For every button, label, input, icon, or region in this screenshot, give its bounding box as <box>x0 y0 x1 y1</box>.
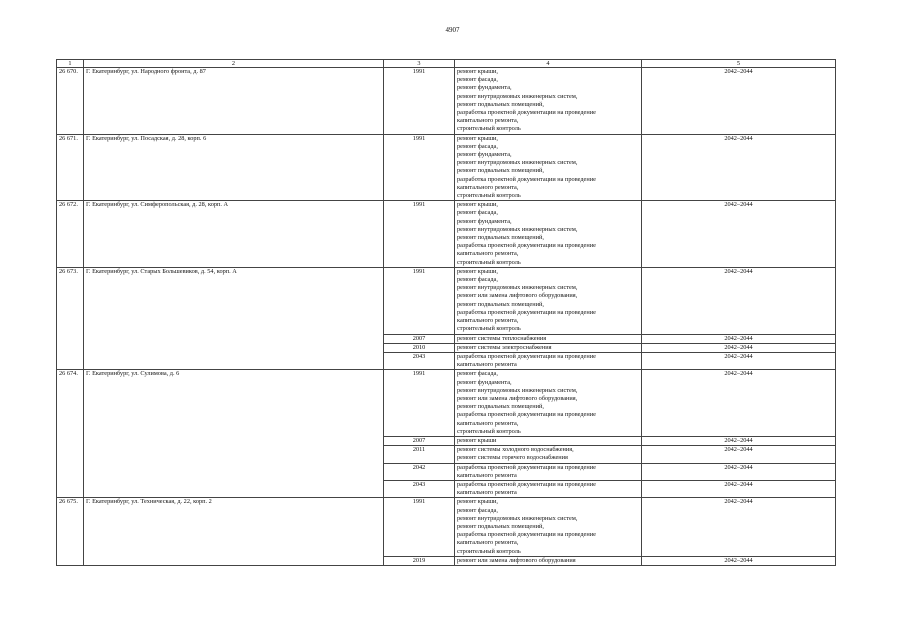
work-item: строительный контроль <box>457 427 521 435</box>
repair-schedule-table <box>56 59 836 566</box>
header-row <box>57 60 836 68</box>
entry-number: 26 672. <box>57 201 84 268</box>
table-row <box>57 498 836 556</box>
work-item: капитального ремонта <box>457 489 517 497</box>
work-item: ремонт подвальных помещений, <box>457 522 544 530</box>
work-year: 2042 <box>384 463 455 480</box>
work-item: разработка проектной документации на проведение <box>457 109 596 117</box>
work-period: 2042–2044 <box>642 343 836 352</box>
work-item: ремонт крыши, <box>457 498 499 506</box>
work-period: 2042–2044 <box>642 370 836 437</box>
work-item: ремонт крыши, <box>457 68 499 75</box>
work-period: 2042–2044 <box>642 463 836 480</box>
work-item: ремонт фасада, <box>457 76 498 84</box>
work-item: капитального ремонта <box>457 471 517 479</box>
work-year: 2019 <box>384 556 455 565</box>
work-item: капитального ремонта, <box>457 539 519 547</box>
work-list <box>455 68 642 135</box>
work-item: ремонт внутридомовых инженерных систем, <box>457 514 578 522</box>
work-item: разработка проектной документации на проведение <box>457 352 596 360</box>
work-list <box>455 134 642 201</box>
work-item: капитального ремонта, <box>457 183 519 191</box>
work-item: ремонт системы теплоснабжения <box>457 334 547 342</box>
work-item: ремонт крыши, <box>457 267 499 275</box>
work-period: 2042–2044 <box>642 352 836 369</box>
work-item: капитального ремонта, <box>457 317 519 325</box>
work-item: ремонт фундамента, <box>457 378 512 386</box>
work-period: 2042–2044 <box>642 134 836 201</box>
work-period: 2042–2044 <box>642 446 836 463</box>
work-year: 2007 <box>384 436 455 445</box>
column-header-5: 5 <box>642 60 836 68</box>
work-item: ремонт или замена лифтового оборудования, <box>457 292 578 300</box>
work-period: 2042–2044 <box>642 334 836 343</box>
work-list <box>455 498 642 556</box>
work-item: капитального ремонта <box>457 361 517 369</box>
work-list <box>455 556 642 565</box>
work-item: ремонт крыши <box>457 436 497 444</box>
work-year: 2011 <box>384 446 455 463</box>
column-header-2: 2 <box>84 60 384 68</box>
work-list <box>455 463 642 480</box>
table-row <box>57 201 836 268</box>
entry-number: 26 673. <box>57 267 84 369</box>
table-row <box>57 134 836 201</box>
work-period: 2042–2044 <box>642 556 836 565</box>
work-item: строительный контроль <box>457 258 521 266</box>
work-item: ремонт подвальных помещений, <box>457 300 544 308</box>
work-item: ремонт фундамента, <box>457 84 512 92</box>
work-year: 2043 <box>384 352 455 369</box>
work-item: ремонт подвальных помещений, <box>457 100 544 108</box>
entry-number: 26 674. <box>57 370 84 498</box>
entry-address: Г. Екатеринбург, ул. Посадская, д. 28, корп. 6 <box>84 134 384 201</box>
work-period: 2042–2044 <box>642 480 836 497</box>
work-item: ремонт подвальных помещений, <box>457 234 544 242</box>
work-item: ремонт системы электроснабжения <box>457 343 552 351</box>
work-period: 2042–2044 <box>642 436 836 445</box>
work-item: разработка проектной документации на проведение <box>457 242 596 250</box>
entry-number: 26 675. <box>57 498 84 566</box>
work-item: разработка проектной документации на проведение <box>457 480 596 488</box>
work-period: 2042–2044 <box>642 498 836 556</box>
work-period: 2042–2044 <box>642 267 836 334</box>
work-item: разработка проектной документации на проведение <box>457 411 596 419</box>
work-list <box>455 480 642 497</box>
work-year: 1991 <box>384 267 455 334</box>
table-row <box>57 370 836 437</box>
work-year: 1991 <box>384 370 455 437</box>
work-period: 2042–2044 <box>642 201 836 268</box>
work-year: 2007 <box>384 334 455 343</box>
work-list <box>455 201 642 268</box>
table-row <box>57 68 836 135</box>
column-header-3: 3 <box>384 60 455 68</box>
work-item: ремонт фундамента, <box>457 217 512 225</box>
work-item: ремонт или замена лифтового оборудования <box>457 556 576 564</box>
work-item: разработка проектной документации на проведение <box>457 531 596 539</box>
column-header-1: 1 <box>57 60 84 68</box>
entry-address: Г. Екатеринбург, ул. Симферопольская, д. 28, корп. А <box>84 201 384 268</box>
work-item: ремонт внутридомовых инженерных систем, <box>457 92 578 100</box>
work-item: ремонт фасада, <box>457 276 498 284</box>
work-item: ремонт крыши, <box>457 134 499 142</box>
work-item: ремонт фундамента, <box>457 151 512 159</box>
work-item: ремонт фасада, <box>457 209 498 217</box>
work-item: строительный контроль <box>457 325 521 333</box>
work-item: ремонт фасада, <box>457 142 498 150</box>
work-item: ремонт внутридомовых инженерных систем, <box>457 159 578 167</box>
work-item: ремонт фасада, <box>457 506 498 514</box>
work-item: ремонт крыши, <box>457 201 499 209</box>
work-year: 1991 <box>384 134 455 201</box>
work-year: 1991 <box>384 201 455 268</box>
work-item: разработка проектной документации на проведение <box>457 175 596 183</box>
work-item: разработка проектной документации на проведение <box>457 463 596 471</box>
work-list <box>455 436 642 445</box>
work-list <box>455 334 642 343</box>
work-item: ремонт системы холодного водоснабжения, <box>457 446 574 454</box>
entry-address: Г. Екатеринбург, ул. Сулимова, д. 6 <box>84 370 384 498</box>
entry-address: Г. Екатеринбург, ул. Народного фронта, д. 87 <box>84 68 384 135</box>
work-item: капитального ремонта, <box>457 419 519 427</box>
work-item: ремонт внутридомовых инженерных систем, <box>457 284 578 292</box>
work-item: строительный контроль <box>457 192 521 200</box>
work-item: ремонт внутридомовых инженерных систем, <box>457 386 578 394</box>
work-year: 1991 <box>384 498 455 556</box>
entry-address: Г. Екатеринбург, ул. Техническая, д. 22, корп. 2 <box>84 498 384 566</box>
work-item: ремонт внутридомовых инженерных систем, <box>457 225 578 233</box>
work-list <box>455 343 642 352</box>
work-list <box>455 370 642 437</box>
entry-number: 26 671. <box>57 134 84 201</box>
work-list <box>455 352 642 369</box>
work-list <box>455 446 642 463</box>
work-item: строительный контроль <box>457 125 521 133</box>
work-year: 2010 <box>384 343 455 352</box>
column-header-4: 4 <box>455 60 642 68</box>
entry-address: Г. Екатеринбург, ул. Старых Большевиков, д. 54, корп. А <box>84 267 384 369</box>
table-row <box>57 267 836 334</box>
work-item: ремонт фасада, <box>457 370 498 378</box>
work-item: капитального ремонта, <box>457 250 519 258</box>
work-list <box>455 267 642 334</box>
work-item: разработка проектной документации на проведение <box>457 308 596 316</box>
work-item: ремонт подвальных помещений, <box>457 167 544 175</box>
page-number: 4907 <box>445 26 460 34</box>
work-year: 2043 <box>384 480 455 497</box>
entry-number: 26 670. <box>57 68 84 135</box>
work-item: ремонт системы горячего водоснабжения <box>457 454 568 462</box>
work-item: строительный контроль <box>457 547 521 555</box>
work-item: ремонт подвальных помещений, <box>457 403 544 411</box>
work-period: 2042–2044 <box>642 68 836 135</box>
work-item: ремонт или замена лифтового оборудования, <box>457 394 578 402</box>
work-item: капитального ремонта, <box>457 117 519 125</box>
work-year: 1991 <box>384 68 455 135</box>
